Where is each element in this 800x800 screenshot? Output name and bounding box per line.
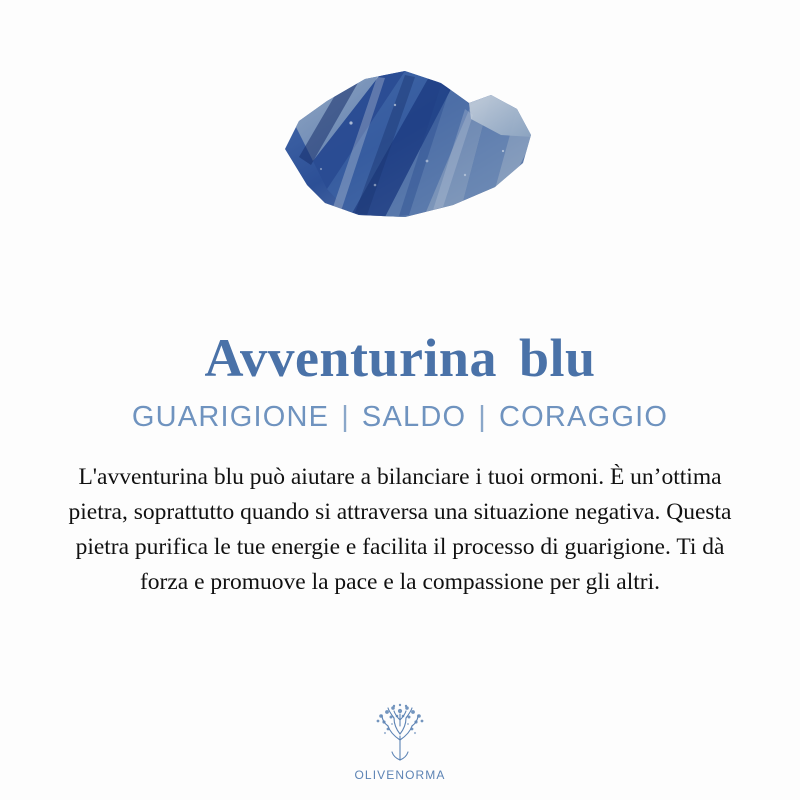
keyword-separator: |	[341, 400, 350, 433]
keyword-item: CORAGGIO	[498, 400, 669, 433]
blue-aventurine-stone-icon	[255, 65, 555, 250]
description-text: L'avventurina blu può aiutare a bilanciare i tuoi ormoni. È un’ottima pietra, soprattutto quando si attraversa una situazione negativa. Questa pietra purifica le tue energie e facilita il processo di guarigione. Ti dà forza e promuove la pace e la compassione per gli altri.	[68, 463, 732, 596]
stone-image-area	[0, 0, 800, 330]
brand-name: OLIVENORMA	[354, 768, 446, 782]
keyword-list	[132, 401, 668, 434]
keyword-item: GUARIGIONE	[131, 400, 330, 433]
stone-image	[255, 65, 555, 250]
brand-logo	[0, 700, 800, 782]
page-title: Avventurina blu	[204, 328, 596, 388]
keyword-item: SALDO	[361, 400, 467, 433]
tree-of-life-icon	[364, 700, 436, 766]
keyword-separator: |	[478, 400, 487, 433]
